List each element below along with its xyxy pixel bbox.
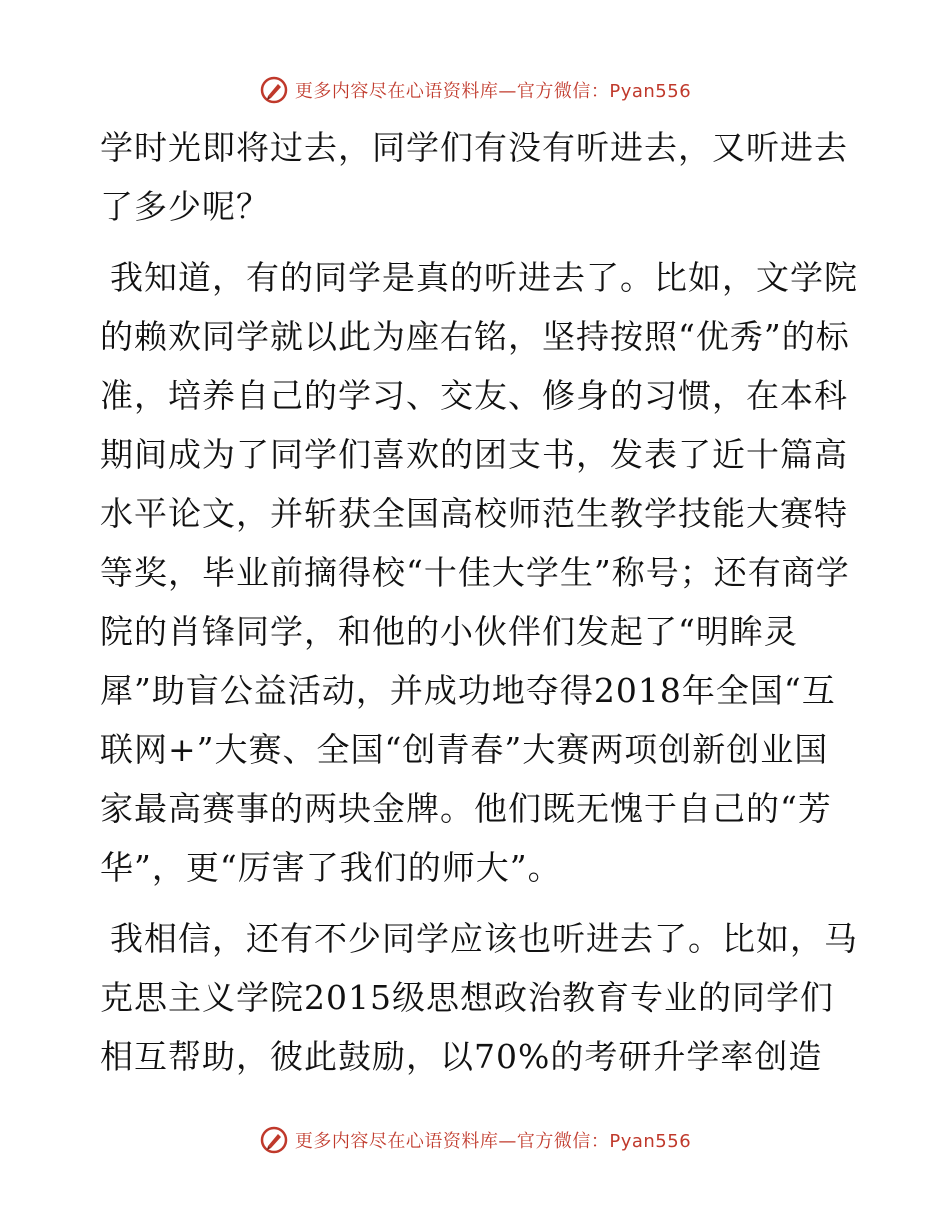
pen-logo-icon	[259, 75, 289, 105]
document-body	[100, 118, 860, 1086]
pen-logo-icon	[259, 1125, 289, 1155]
footer-watermark	[0, 1120, 950, 1160]
paragraph-1: 学时光即将过去，同学们有没有听进去，又听进去了多少呢？	[100, 128, 848, 226]
header-watermark-text: 更多内容尽在心语资料库—官方微信：Pyan556	[294, 81, 692, 102]
footer-watermark-text: 更多内容尽在心语资料库—官方微信：Pyan556	[294, 1131, 692, 1152]
paragraph-3: 我相信，还有不少同学应该也听进去了。比如，马克思主义学院2015级思想政治教育专业的同学们相互帮助，彼此鼓励，以70%的考研升学率创造	[100, 919, 858, 1076]
header-watermark	[0, 70, 950, 110]
paragraph-2: 我知道，有的同学是真的听进去了。比如，文学院的赖欢同学就以此为座右铭，坚持按照“优秀”的标准，培养自己的学习、交友、修身的习惯，在本科期间成为了同学们喜欢的团支书，发表了近十篇高水平论文，并斩获全国高校师范生教学技能大赛特等奖，毕业前摘得校“十佳大学生”称号；还有商学院的肖锋同学，和他的小伙伴们发起了“明眸灵犀”助盲公益活动，并成功地夺得2018年全国“互联网+”大赛、全国“创青春”大赛两项创新创业国家最高赛事的两块金牌。他们既无愧于自己的“芳华”，更“厉害了我们的师大”。	[100, 258, 858, 887]
